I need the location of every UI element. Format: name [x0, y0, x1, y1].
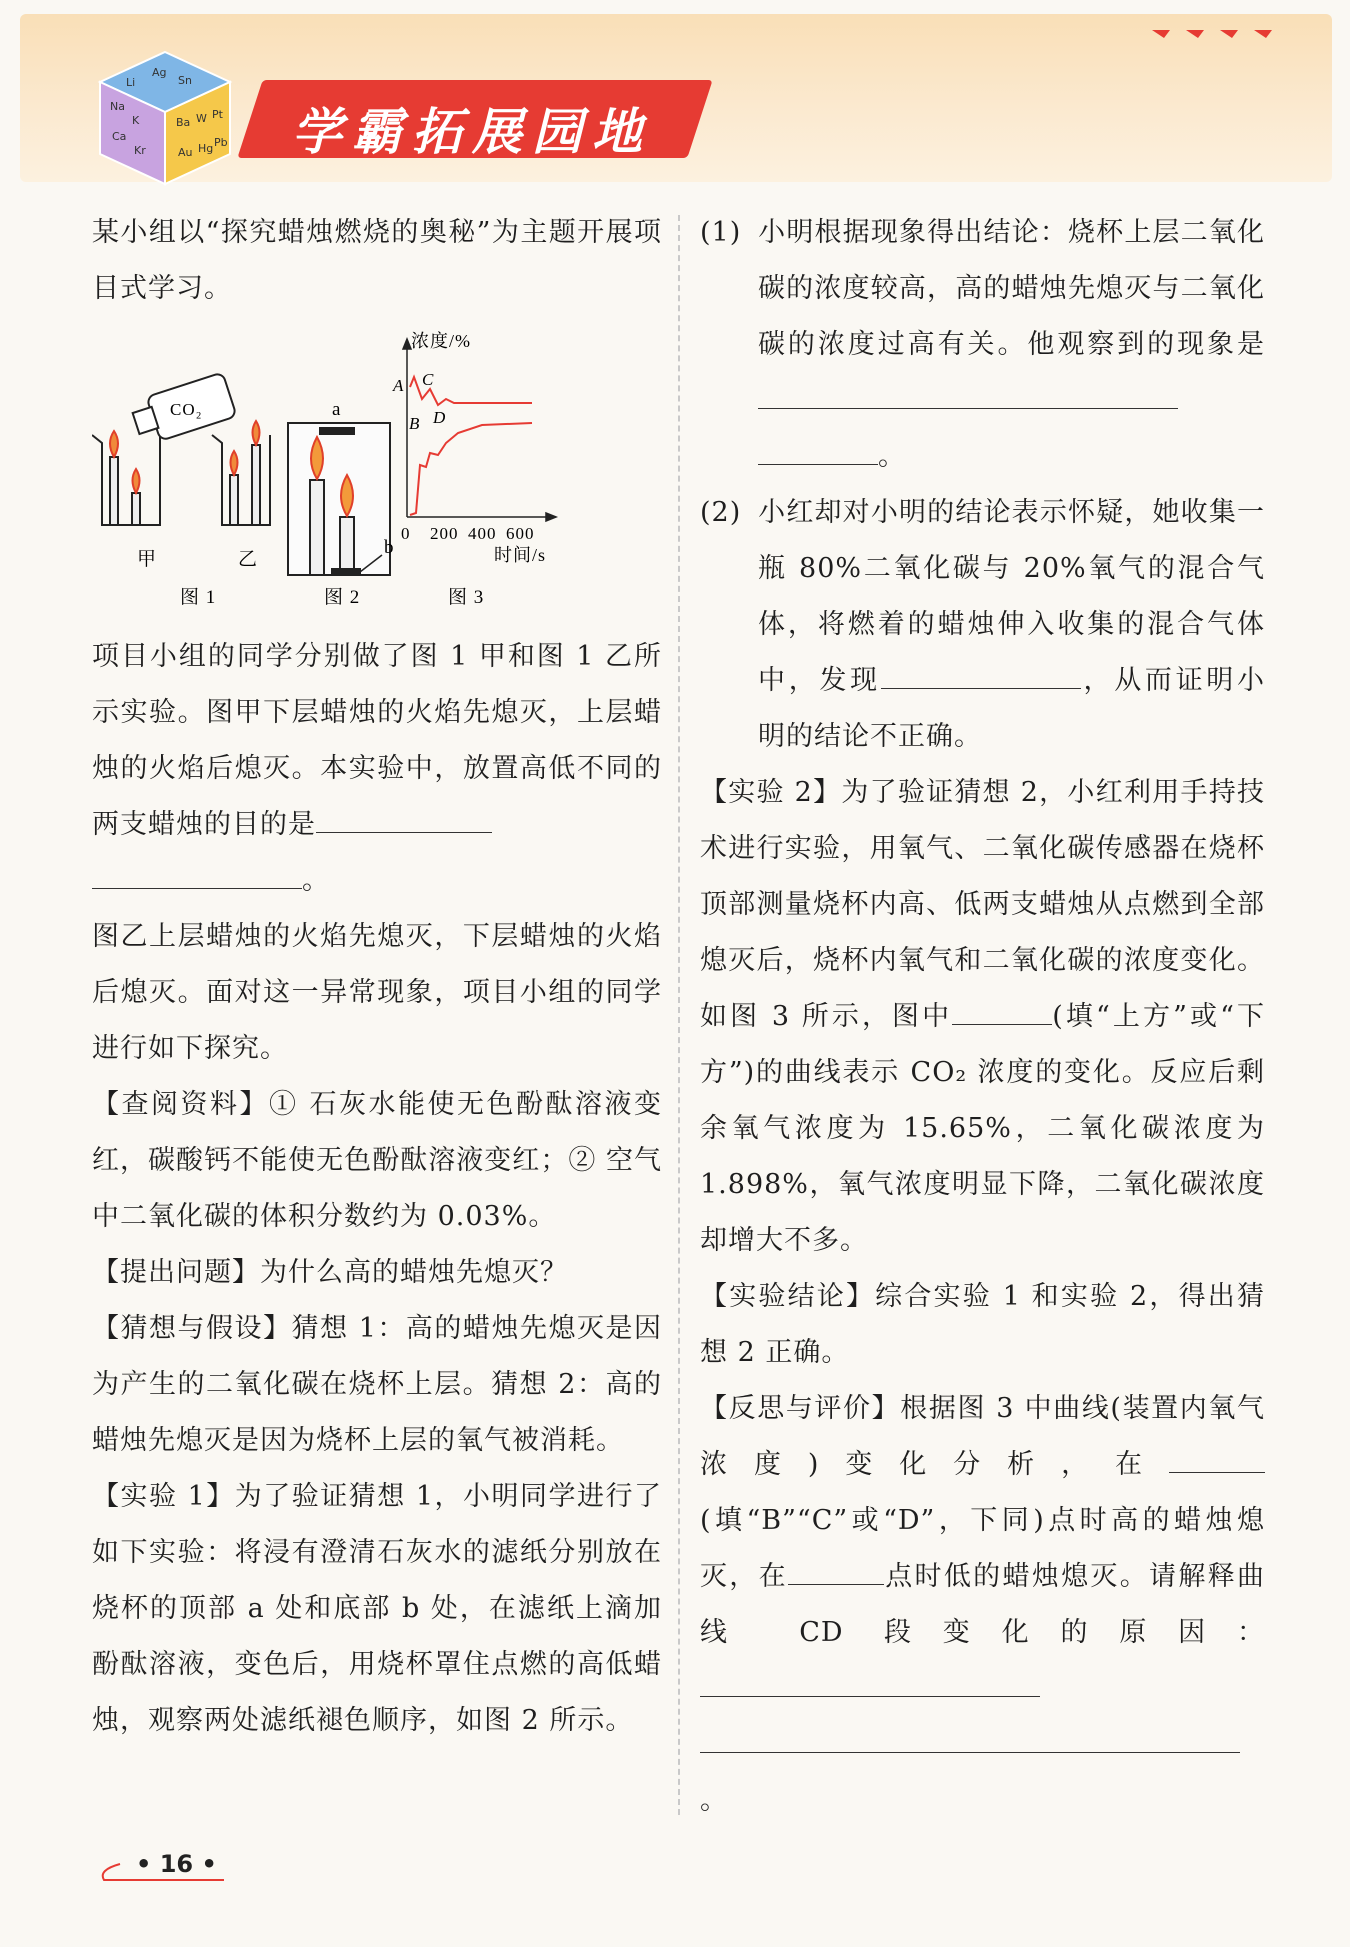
- fig1-caption: 图 1: [180, 587, 217, 608]
- paragraph-anomaly: 图乙上层蜡烛的火焰先熄灭，下层蜡烛的火焰后熄灭。面对这一异常现象，项目小组的同学进行如下探究。: [92, 921, 662, 1064]
- header-banner: [20, 14, 1332, 182]
- reflection-text-b: (填“B”“C”或“D”，下同)点时高的蜡烛熄灭，在: [700, 1505, 1265, 1592]
- answer-blank-low-candle[interactable]: [788, 1554, 884, 1585]
- point-a-label: A: [393, 376, 405, 395]
- tag-conclusion: 【实验结论】: [700, 1281, 876, 1312]
- q1-text: 小明根据现象得出结论：烧杯上层二氧化碳的浓度较高，高的蜡烛先熄灭与二氧化碳的浓度过高有关。他观察到的现象是: [758, 217, 1265, 360]
- cube-symbol: Sn: [178, 74, 192, 87]
- answer-blank-curve[interactable]: [952, 994, 1052, 1025]
- answer-blank-cd-reason-2[interactable]: [700, 1722, 1240, 1753]
- figures: [92, 325, 662, 625]
- question-text: 为什么高的蜡烛先熄灭？: [260, 1257, 568, 1288]
- cube-symbol: Ba: [176, 116, 191, 129]
- fig2-label-a: a: [332, 399, 342, 420]
- paragraph-conclusion: [700, 1269, 1265, 1381]
- experiment-1-text: 为了验证猜想 1，小明同学进行了如下实验：将浸有澄清石灰水的滤纸分别放在烧杯的顶部 a 处和底部 b 处，在滤纸上滴加酚酞溶液，变色后，用烧杯罩住点燃的高低蜡烛，观察两处滤纸褪色顺序，如图 2 所示。: [92, 1481, 663, 1736]
- cube-symbol: Pt: [212, 108, 223, 121]
- paragraph-experiment-intro: [92, 629, 662, 909]
- answer-blank-q2[interactable]: [881, 658, 1081, 689]
- paragraph-reflection: [700, 1381, 1265, 1829]
- tag-experiment-1: 【实验 1】: [92, 1481, 235, 1512]
- fig3-ylabel: 浓度/%: [411, 331, 471, 351]
- cube-symbol: Ag: [152, 66, 167, 79]
- answer-blank-purpose-2[interactable]: [92, 858, 302, 889]
- fig2-label-b: b: [384, 537, 395, 558]
- right-column: [700, 205, 1265, 1829]
- tick-200: 200: [430, 524, 459, 543]
- figure-3: [403, 339, 556, 521]
- figure-group: [92, 325, 662, 625]
- fig2-caption: 图 2: [324, 587, 361, 608]
- paragraph-experiment-1: [92, 1469, 662, 1749]
- figure-1-jia: [92, 372, 237, 525]
- point-c-label: C: [422, 370, 435, 389]
- point-b-label: B: [409, 414, 421, 433]
- tag-question: 【提出问题】: [92, 1257, 260, 1288]
- cube-symbol: Au: [178, 146, 193, 159]
- figure-1-yi: [212, 421, 270, 525]
- q1-end: 。: [878, 441, 906, 472]
- paragraph-hypothesis: [92, 1301, 662, 1469]
- cube-symbol: W: [196, 112, 207, 125]
- reflection-text-a: 根据图 3 中曲线(装置内氧气浓度)变化分析，在: [700, 1393, 1265, 1480]
- paragraph-reference: [92, 1077, 662, 1245]
- cube-symbol: Li: [126, 76, 136, 89]
- p1-end: 。: [302, 865, 330, 896]
- tag-reflection: 【反思与评价】: [700, 1393, 901, 1424]
- tag-hypothesis: 【猜想与假设】: [92, 1313, 292, 1344]
- answer-blank-cd-reason-1[interactable]: [700, 1666, 1040, 1697]
- column-divider: [678, 215, 680, 1815]
- conclusion-text: 综合实验 1 和实验 2，得出猜想 2 正确。: [700, 1281, 1265, 1368]
- fig3-xlabel: 时间/s: [494, 545, 547, 565]
- reflection-end: 。: [700, 1785, 728, 1816]
- question-1: [700, 205, 1265, 485]
- q2-number: (2): [700, 497, 742, 528]
- co2-label: CO₂: [170, 400, 203, 419]
- left-column: [92, 205, 662, 1749]
- question-2: [700, 485, 1265, 765]
- q2-text-b: ，从而证明小明的结论不正确。: [758, 665, 1266, 752]
- answer-blank-purpose-1[interactable]: [316, 802, 492, 833]
- cube-symbol: K: [132, 114, 140, 127]
- paragraph-experiment-2: [700, 765, 1265, 1269]
- p1-text: 项目小组的同学分别做了图 1 甲和图 1 乙所示实验。图甲下层蜡烛的火焰先熄灭，上层蜡烛的火焰后熄灭。本实验中，放置高低不同的两支蜡烛的目的是: [92, 641, 662, 840]
- reference-text: ① 石灰水能使无色酚酞溶液变红，碳酸钙不能使无色酚酞溶液变红；② 空气中二氧化碳的体积分数约为 0.03%。: [92, 1089, 663, 1232]
- answer-blank-q1-1[interactable]: [758, 378, 1178, 409]
- experiment-2-text-a: 为了验证猜想 2，小红利用手持技术进行实验，用氧气、二氧化碳传感器在烧杯顶部测量烧杯内高、低两支蜡烛从点燃到全部熄灭后，烧杯内氧气和二氧化碳的浓度变化。如图 3 所示，图中: [700, 777, 1265, 1032]
- cube-symbol: Ca: [112, 130, 127, 143]
- cube-symbol: Hg: [198, 142, 214, 155]
- intro-paragraph: 某小组以“探究蜡烛燃烧的奥秘”为主题开展项目式学习。: [92, 217, 662, 304]
- reflection-text-c: 点时低的蜡烛熄灭。请解释曲线 CD 段变化的原因：: [700, 1561, 1265, 1648]
- tag-experiment-2: 【实验 2】: [700, 777, 842, 808]
- fig1-jia-label: 甲: [137, 549, 158, 570]
- tag-reference: 【查阅资料】: [92, 1089, 269, 1120]
- element-cube-icon: [90, 44, 240, 194]
- corner-decoration: [1152, 28, 1302, 42]
- hypothesis-text: 猜想 1：高的蜡烛先熄灭是因为产生的二氧化碳在烧杯上层。猜想 2：高的蜡烛先熄灭是因为烧杯上层的氧气被消耗。: [92, 1313, 663, 1456]
- answer-blank-high-candle[interactable]: [1169, 1442, 1265, 1473]
- cube-symbol: Pb: [214, 136, 228, 149]
- q1-number: (1): [700, 217, 742, 248]
- page-number: • 16 •: [136, 1850, 217, 1878]
- tick-0: 0: [401, 524, 411, 543]
- tick-400: 400: [468, 524, 497, 543]
- tick-600: 600: [506, 524, 535, 543]
- paragraph-question: [92, 1245, 662, 1301]
- page-number-footer: [92, 1850, 232, 1890]
- fig3-caption: 图 3: [448, 587, 485, 608]
- cube-symbol: Kr: [134, 144, 146, 157]
- figure-2: [288, 423, 390, 575]
- answer-blank-q1-2[interactable]: [758, 434, 878, 465]
- q2-text-a: 小红却对小明的结论表示怀疑，她收集一瓶 80%二氧化碳与 20%氧气的混合气体，将燃着的蜡烛伸入收集的混合气体中，发现: [758, 497, 1265, 696]
- experiment-2-text-b: (填“上方”或“下方”)的曲线表示 CO₂ 浓度的变化。反应后剩余氧气浓度为 15.65%，二氧化碳浓度为 1.898%，氧气浓度明显下降，二氧化碳浓度却增大不多。: [700, 1001, 1265, 1256]
- section-title: 学霸拓展园地: [292, 103, 652, 161]
- co2-curve: [410, 423, 532, 515]
- cube-symbol: Na: [110, 100, 125, 113]
- point-d-label: D: [433, 408, 447, 427]
- fig1-yi-label: 乙: [238, 549, 259, 570]
